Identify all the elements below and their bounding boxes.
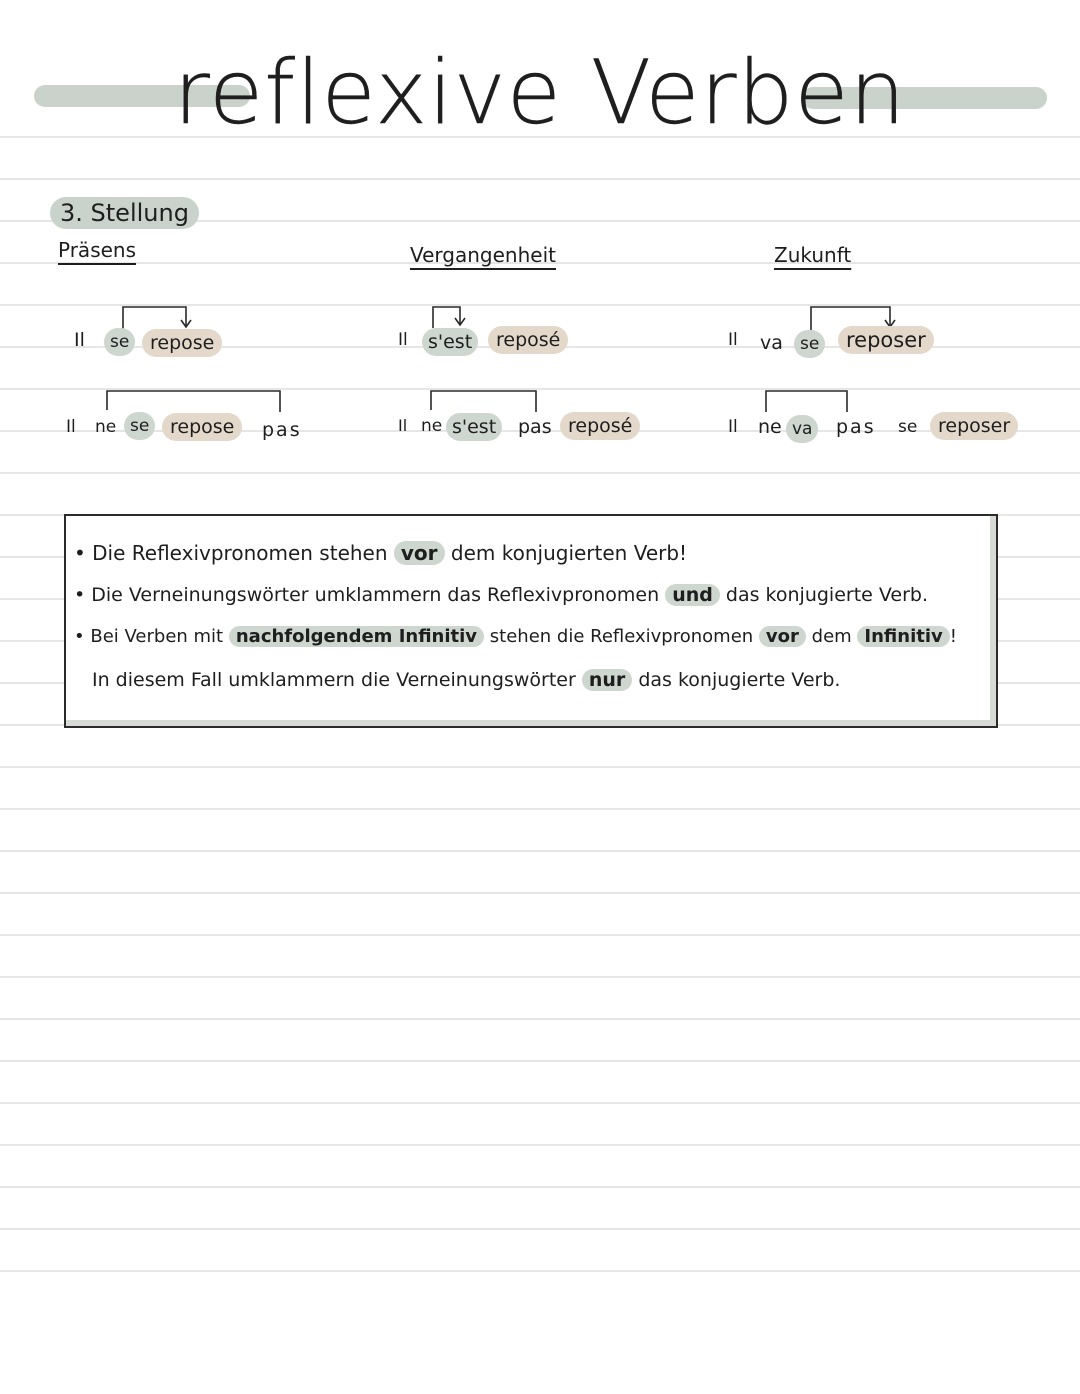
- rule-3-highlight-3: Infinitiv: [857, 626, 949, 647]
- praesens-aff-il: Il: [74, 329, 85, 351]
- praesens-neg-il: Il: [66, 417, 76, 437]
- zukunft-neg-ne: ne: [758, 416, 782, 438]
- zukunft-aff-reposer: reposer: [838, 326, 934, 354]
- vergangenheit-neg-pas: pas: [518, 416, 552, 438]
- heading-praesens: Präsens: [58, 238, 137, 262]
- zukunft-neg-reposer: reposer: [930, 412, 1018, 440]
- vergangenheit-aff-sest: s'est: [422, 328, 478, 356]
- rule-1-bullet: •: [74, 541, 86, 565]
- rule-4: [92, 665, 840, 695]
- rule-3-highlight-2: vor: [759, 626, 806, 647]
- rule-3-text-c: dem: [811, 626, 852, 647]
- rule-2: [74, 580, 928, 610]
- rule-2-bullet: •: [74, 584, 86, 606]
- zukunft-neg-il: Il: [728, 417, 738, 437]
- bracket-zukunft-neg: [766, 391, 847, 412]
- section-label: 3. Stellung: [50, 197, 199, 229]
- vergangenheit-neg-il: Il: [398, 416, 408, 435]
- bracket-lines: [0, 0, 1080, 460]
- rule-4-text-a: In diesem Fall umklammern die Verneinungswörter: [92, 669, 576, 691]
- rule-1: [74, 538, 687, 568]
- rule-2-highlight: und: [665, 584, 720, 606]
- zukunft-neg-va: va: [786, 415, 818, 443]
- vergangenheit-neg-repose: reposé: [560, 412, 640, 440]
- rule-3: [74, 622, 957, 652]
- heading-vergangenheit: Vergangenheit: [410, 243, 556, 267]
- rule-2-text-b: das konjugierte Verb.: [725, 584, 929, 606]
- rule-2-text-a: Die Verneinungswörter umklammern das Reflexivpronomen: [91, 584, 660, 606]
- vergangenheit-aff-repose: reposé: [488, 326, 568, 354]
- rule-1-highlight: vor: [394, 541, 445, 565]
- rule-4-text-b: das konjugierte Verb.: [638, 669, 841, 691]
- bracket-vergangenheit-aff: [433, 307, 460, 328]
- rule-1-text-b: dem konjugierten Verb!: [450, 541, 688, 565]
- praesens-neg-repose: repose: [162, 413, 242, 441]
- bracket-praesens-neg: [107, 391, 280, 412]
- rule-3-bullet: •: [74, 626, 85, 647]
- vergangenheit-aff-il: Il: [398, 330, 408, 350]
- page-title: reflexive Verben: [173, 41, 907, 144]
- praesens-neg-ne: ne: [95, 417, 117, 437]
- rule-3-highlight-1: nachfolgendem Infinitiv: [229, 626, 484, 647]
- rule-3-text-b: stehen die Reflexivpronomen: [489, 626, 754, 647]
- zukunft-neg-se: se: [898, 417, 918, 437]
- praesens-aff-repose: repose: [142, 329, 222, 357]
- rule-3-text-d: !: [949, 626, 957, 647]
- praesens-neg-pas: pas: [262, 419, 302, 441]
- rule-1-text-a: Die Reflexivpronomen stehen: [92, 541, 388, 565]
- zukunft-aff-il: Il: [728, 330, 738, 350]
- zukunft-neg-pas: pas: [836, 416, 876, 438]
- praesens-aff-se: se: [104, 328, 135, 356]
- heading-zukunft: Zukunft: [774, 243, 852, 267]
- bracket-praesens-aff: [123, 307, 186, 330]
- vergangenheit-neg-sest: s'est: [446, 413, 502, 441]
- rule-4-highlight: nur: [582, 669, 632, 691]
- praesens-neg-se: se: [124, 412, 155, 440]
- zukunft-aff-va: va: [760, 332, 783, 354]
- bracket-vergangenheit-neg: [431, 391, 536, 412]
- zukunft-aff-se: se: [794, 330, 825, 358]
- rule-3-text-a: Bei Verben mit: [90, 626, 224, 647]
- vergangenheit-neg-ne: ne: [421, 416, 443, 436]
